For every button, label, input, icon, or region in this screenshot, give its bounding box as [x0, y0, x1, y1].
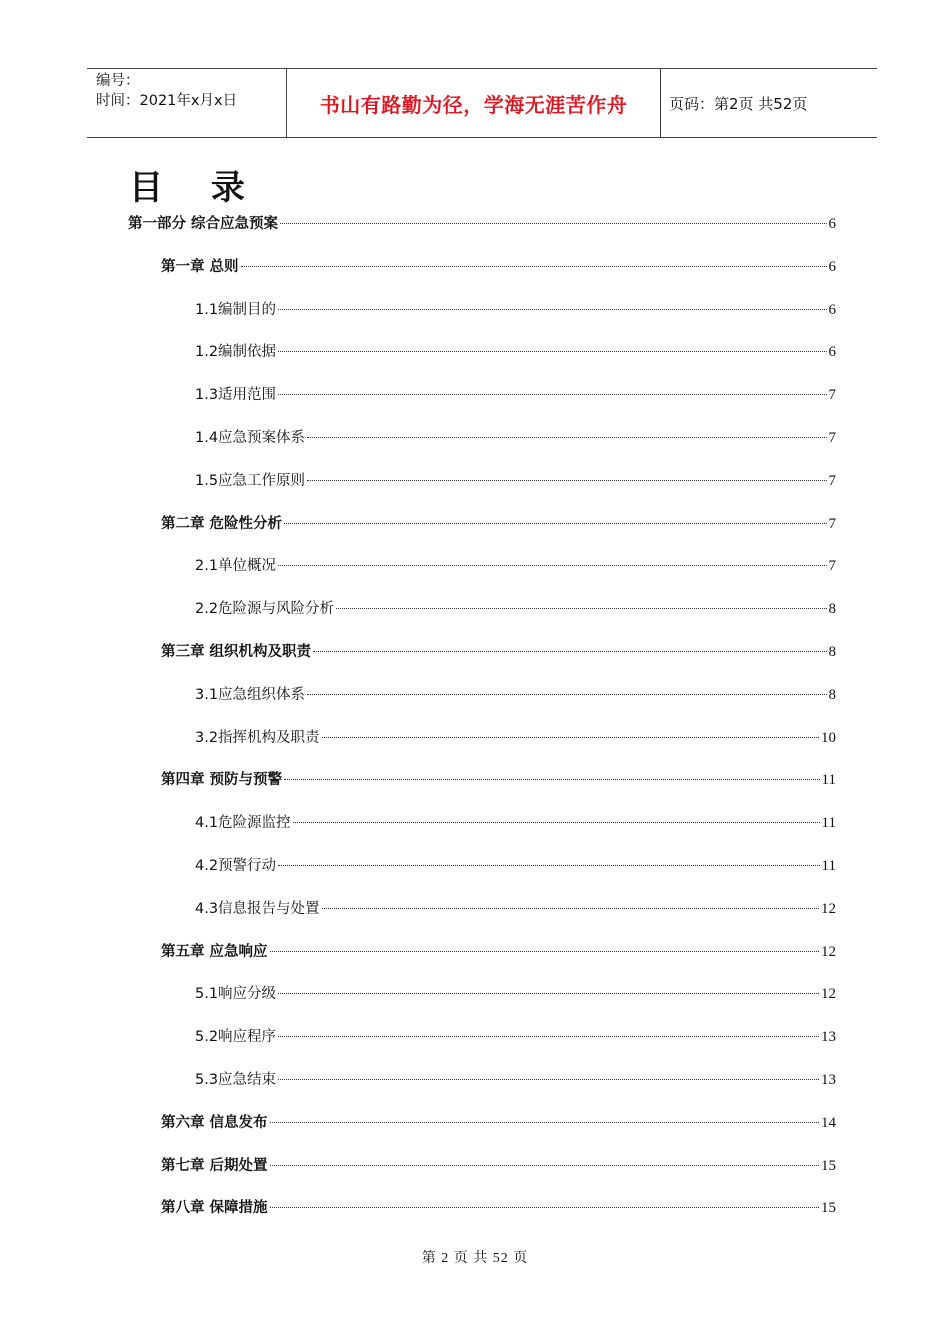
toc-leader-dots [336, 608, 826, 609]
toc-entry[interactable] [195, 726, 836, 748]
page-header [87, 68, 877, 138]
toc-entry[interactable] [195, 469, 836, 491]
toc-entry[interactable] [161, 1154, 836, 1176]
toc-leader-dots [270, 1165, 819, 1166]
toc-entry[interactable] [195, 340, 836, 362]
toc-entry-label: 第六章 信息发布 [161, 1114, 268, 1131]
toc-entry-page: 6 [828, 258, 836, 275]
toc-entry[interactable] [161, 1196, 836, 1218]
toc-leader-dots [278, 1036, 819, 1037]
toc-entry-page: 12 [821, 986, 836, 1003]
toc-leader-dots [307, 480, 826, 481]
toc-entry[interactable] [128, 212, 836, 234]
toc-entry-label: 第七章 后期处置 [161, 1157, 268, 1174]
toc-entry[interactable] [195, 426, 836, 448]
toc-entry[interactable] [195, 811, 836, 833]
toc-entry[interactable] [195, 1068, 836, 1090]
toc-leader-dots [270, 1207, 819, 1208]
toc-entry-label: 4.3信息报告与处置 [195, 900, 320, 917]
toc-entry-label: 第二章 危险性分析 [161, 515, 283, 532]
toc-entry-label: 第五章 应急响应 [161, 943, 268, 960]
toc-entry-label: 3.2指挥机构及职责 [195, 729, 320, 746]
toc-entry-label: 3.1应急组织体系 [195, 686, 306, 703]
toc-leader-dots [278, 351, 826, 352]
toc-leader-dots [322, 908, 819, 909]
toc-entry[interactable] [161, 640, 836, 662]
toc-entry[interactable] [195, 854, 836, 876]
header-motto: 书山有路勤为径，学海无涯苦作舟 [287, 69, 661, 137]
toc-leader-dots [284, 779, 819, 780]
toc-leader-dots [278, 865, 819, 866]
toc-entry-page: 6 [828, 216, 836, 232]
toc-leader-dots [270, 1122, 819, 1123]
toc-entry[interactable] [195, 982, 836, 1004]
toc-leader-dots [278, 1079, 819, 1080]
toc-entry-label: 2.1单位概况 [195, 558, 277, 575]
header-page-info: 页码：第2页 共52页 [669, 94, 808, 113]
toc-leader-dots [313, 651, 826, 652]
toc-entry-page: 8 [828, 601, 836, 618]
toc-entry[interactable] [161, 768, 836, 790]
toc-entry-label: 5.2响应程序 [195, 1029, 277, 1046]
toc-entry-page: 7 [828, 387, 836, 404]
toc-entry-page: 7 [828, 515, 836, 532]
toc-entry-label: 1.5应急工作原则 [195, 472, 306, 489]
toc-entry-label: 第三章 组织机构及职责 [161, 644, 312, 660]
toc-leader-dots [307, 694, 826, 695]
toc-entry-label: 1.2编制依据 [195, 344, 277, 361]
toc-leader-dots [278, 565, 826, 566]
header-meta [87, 69, 287, 137]
toc-entry-label: 1.4应急预案体系 [195, 430, 306, 446]
toc-entry[interactable] [161, 1111, 836, 1133]
toc-leader-dots [241, 266, 827, 267]
toc-entry-page: 12 [821, 900, 836, 917]
toc-entry[interactable] [161, 940, 836, 962]
toc-entry-page: 10 [821, 729, 836, 746]
toc-entry-label: 5.1响应分级 [195, 986, 277, 1003]
toc-entry-page: 13 [821, 1072, 836, 1088]
toc-entry[interactable] [195, 897, 836, 919]
toc-entry[interactable] [195, 383, 836, 405]
toc-leader-dots [293, 822, 820, 823]
toc-entry-label: 1.1编制目的 [195, 301, 277, 318]
toc-entry-page: 7 [828, 430, 836, 446]
toc-entry-label: 5.3应急结束 [195, 1072, 277, 1088]
toc-entry-label: 第八章 保障措施 [161, 1200, 268, 1217]
toc-entry-page: 11 [821, 772, 836, 789]
toc-entry[interactable] [161, 512, 836, 534]
toc-entry-label: 4.2预警行动 [195, 858, 277, 874]
toc-entry-page: 12 [821, 943, 836, 960]
page-footer: 第 2 页 共 52 页 [421, 1251, 529, 1266]
toc-leader-dots [280, 223, 826, 224]
toc-entry-page: 7 [828, 472, 836, 489]
toc-entry-label: 2.2危险源与风险分析 [195, 601, 335, 618]
toc-entry-label: 1.3适用范围 [195, 387, 277, 404]
document-time-label: 时间：2021年x月x日 [96, 93, 238, 109]
toc-entry-page: 11 [821, 858, 836, 874]
toc-entry-label: 4.1危险源监控 [195, 815, 291, 832]
toc-entry[interactable] [195, 1025, 836, 1047]
toc-entry-label: 第四章 预防与预警 [161, 772, 283, 789]
toc-entry-page: 8 [828, 644, 836, 660]
toc-entry-page: 8 [828, 686, 836, 703]
toc-entry-page: 14 [821, 1114, 836, 1131]
toc-entry-label: 第一部分 综合应急预案 [128, 216, 279, 232]
toc-leader-dots [278, 309, 826, 310]
toc-entry-page: 7 [828, 558, 836, 575]
toc-entry-page: 6 [828, 301, 836, 318]
toc-entry[interactable] [195, 597, 836, 619]
document-number-label: 编号： [96, 73, 140, 89]
toc-entry-label: 第一章 总则 [161, 258, 239, 275]
toc-entry-page: 15 [821, 1157, 836, 1174]
toc-entry-page: 13 [821, 1029, 836, 1046]
toc-title: 目 录 [129, 168, 263, 208]
toc-entry-page: 15 [821, 1200, 836, 1217]
toc-entry[interactable] [195, 554, 836, 576]
toc-entry[interactable] [195, 298, 836, 320]
toc-entry-page: 6 [828, 344, 836, 361]
toc-entry[interactable] [195, 683, 836, 705]
toc-entry[interactable] [161, 255, 836, 277]
toc-leader-dots [284, 523, 826, 524]
toc-entry-page: 11 [821, 815, 836, 832]
toc-leader-dots [307, 437, 826, 438]
toc-leader-dots [278, 394, 826, 395]
toc-leader-dots [278, 993, 819, 994]
toc-leader-dots [322, 737, 819, 738]
toc-leader-dots [270, 951, 819, 952]
